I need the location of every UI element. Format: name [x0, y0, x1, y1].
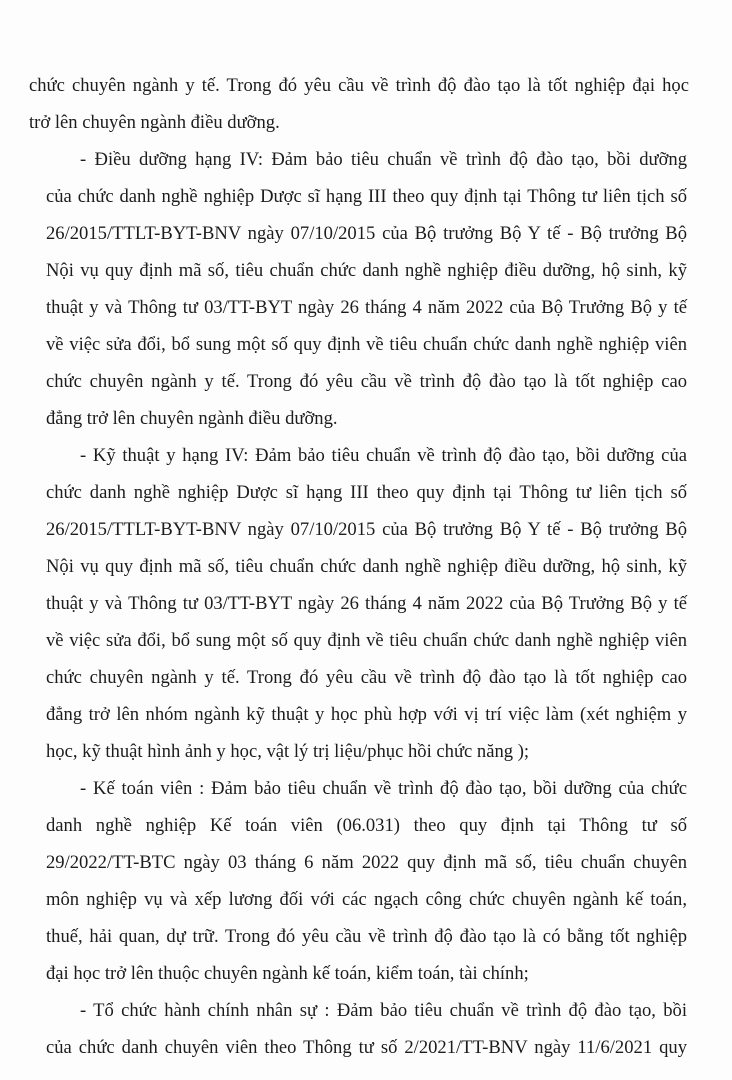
text-line: về việc sửa đổi, bổ sung một số quy định về tiêu chuẩn chức danh nghề nghiệp viên — [46, 334, 687, 355]
text-line: học, kỹ thuật hình ảnh y học, vật lý trị liệu/phục hồi chức năng ); — [46, 741, 530, 762]
text-line: thuật y và Thông tư 03/TT-BYT ngày 26 tháng 4 năm 2022 của Bộ Trưởng Bộ y tế — [46, 593, 687, 614]
text-line: đại học trở lên thuộc chuyên ngành kế toán, kiểm toán, tài chính; — [46, 963, 529, 984]
text-line: về việc sửa đổi, bổ sung một số quy định về tiêu chuẩn chức danh nghề nghiệp viên — [46, 630, 687, 651]
text-line: Nội vụ quy định mã số, tiêu chuẩn chức danh nghề nghiệp điều dưỡng, hộ sinh, kỹ — [46, 556, 687, 577]
text-line: chức danh nghề nghiệp Dược sĩ hạng III theo quy định tại Thông tư liên tịch số — [46, 482, 687, 503]
text-line: - Điều dưỡng hạng IV: Đảm bảo tiêu chuẩn về trình độ đào tạo, bồi dưỡng — [80, 149, 687, 170]
text-line: trở lên chuyên ngành điều dưỡng. — [29, 112, 280, 133]
text-line: - Kế toán viên : Đảm bảo tiêu chuẩn về trình độ đào tạo, bồi dưỡng của chức — [80, 778, 687, 799]
text-line: thuật y và Thông tư 03/TT-BYT ngày 26 tháng 4 năm 2022 của Bộ Trưởng Bộ y tế — [46, 297, 687, 318]
text-line: danh nghề nghiệp Kế toán viên (06.031) theo quy định tại Thông tư số — [46, 815, 687, 836]
text-line: - Kỹ thuật y hạng IV: Đảm bảo tiêu chuẩn về trình độ đào tạo, bồi dưỡng của — [80, 445, 687, 466]
text-line: chức chuyên ngành y tế. Trong đó yêu cầu về trình độ đào tạo là tốt nghiệp cao — [46, 371, 687, 392]
text-line: chức chuyên ngành y tế. Trong đó yêu cầu về trình độ đào tạo là tốt nghiệp cao — [46, 667, 687, 688]
text-line: 29/2022/TT-BTC ngày 03 tháng 6 năm 2022 quy định mã số, tiêu chuẩn chuyên — [46, 852, 687, 873]
text-line: Nội vụ quy định mã số, tiêu chuẩn chức danh nghề nghiệp điều dưỡng, hộ sinh, kỹ — [46, 260, 687, 281]
text-line: của chức danh chuyên viên theo Thông tư số 2/2021/TT-BNV ngày 11/6/2021 quy — [46, 1037, 687, 1058]
text-line: - Tổ chức hành chính nhân sự : Đảm bảo tiêu chuẩn về trình độ đào tạo, bồi — [80, 1000, 687, 1021]
text-line: đẳng trở lên chuyên ngành điều dưỡng. — [46, 408, 338, 429]
text-line: đẳng trở lên nhóm ngành kỹ thuật y học phù hợp với vị trí việc làm (xét nghiệm y — [46, 704, 687, 725]
text-line: môn nghiệp vụ và xếp lương đối với các ngạch công chức chuyên ngành kế toán, — [46, 889, 687, 910]
text-line: 26/2015/TTLT-BYT-BNV ngày 07/10/2015 của Bộ trưởng Bộ Y tế - Bộ trưởng Bộ — [46, 223, 687, 244]
text-line: của chức danh nghề nghiệp Dược sĩ hạng III theo quy định tại Thông tư liên tịch số — [46, 186, 687, 207]
text-line: thuế, hải quan, dự trữ. Trong đó yêu cầu về trình độ đào tạo là có bằng tốt nghiệp — [46, 926, 687, 947]
text-line: 26/2015/TTLT-BYT-BNV ngày 07/10/2015 của Bộ trưởng Bộ Y tế - Bộ trưởng Bộ — [46, 519, 687, 540]
text-line: chức chuyên ngành y tế. Trong đó yêu cầu về trình độ đào tạo là tốt nghiệp đại học — [29, 75, 689, 96]
